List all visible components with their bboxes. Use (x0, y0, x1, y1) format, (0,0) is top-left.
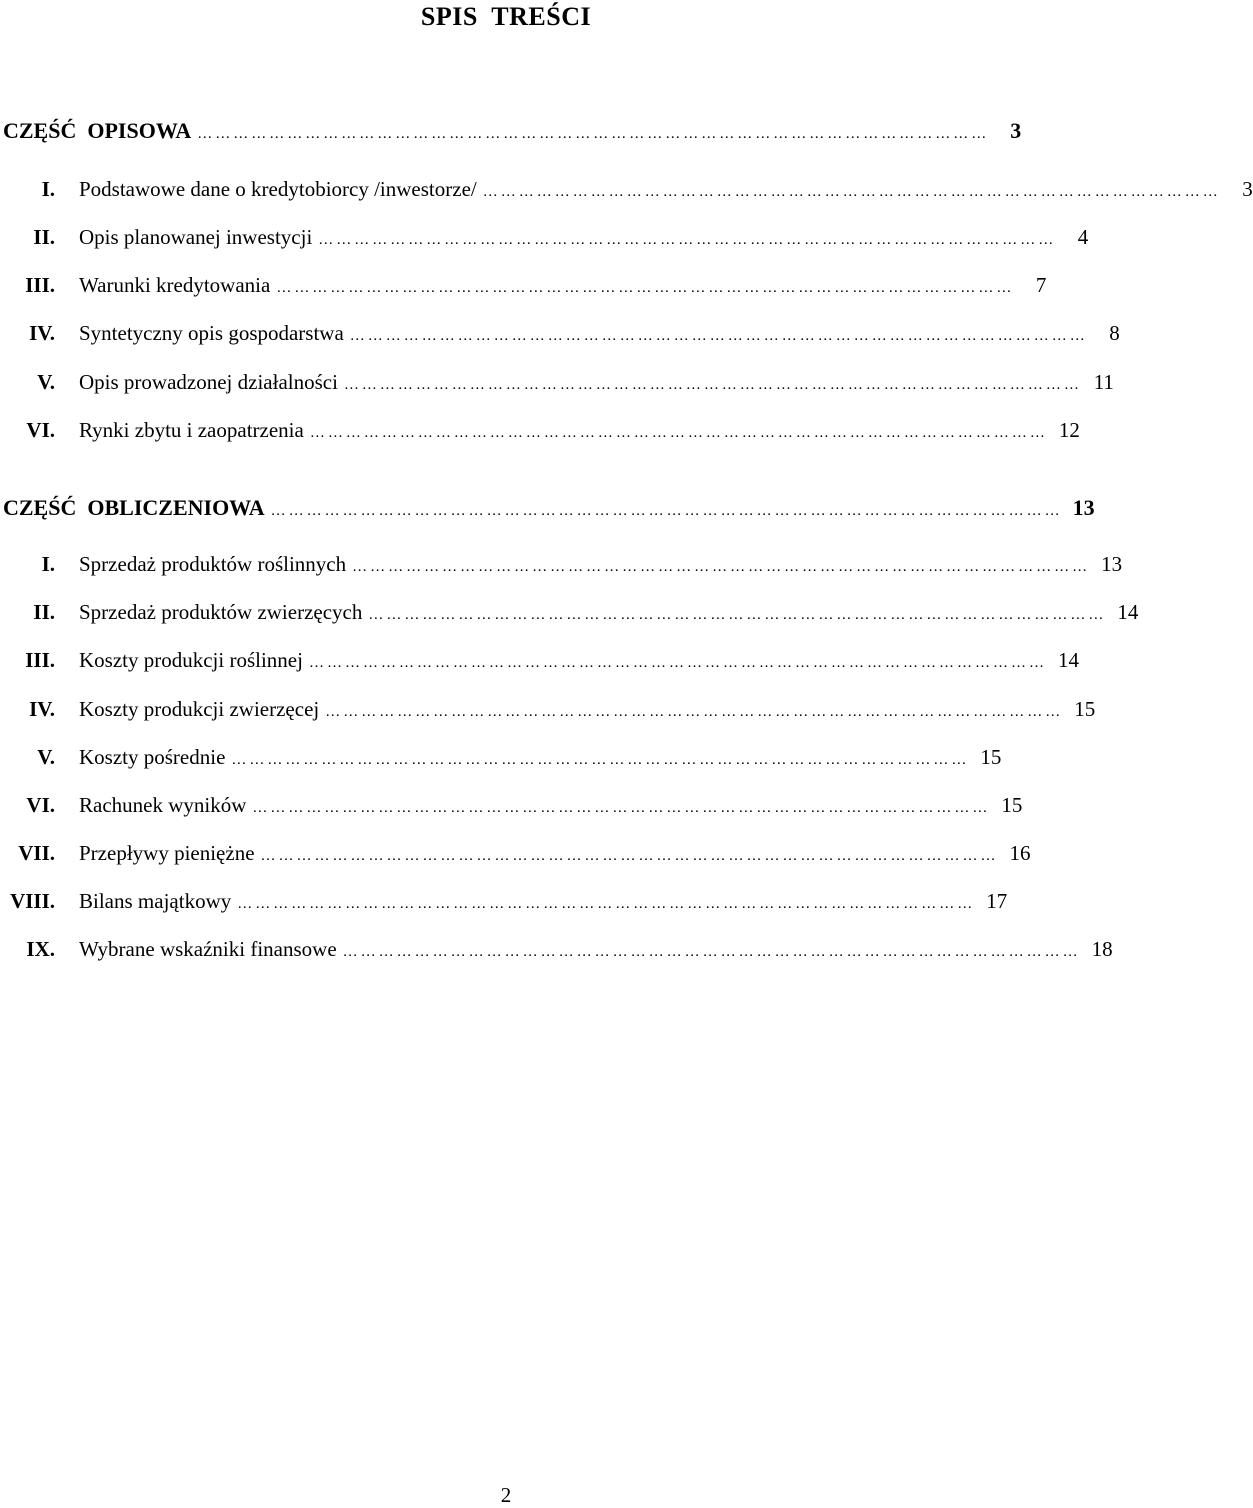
toc-entry[interactable] (0, 273, 1047, 303)
entry-page-number: 16 (1009, 841, 1031, 865)
entry-number: I. (41, 177, 55, 201)
toc-entry[interactable] (0, 321, 1120, 351)
entry-page-number: 4 (1077, 225, 1089, 249)
toc-entry[interactable] (0, 370, 1114, 400)
entry-label: Sprzedaż produktów roślinnych (79, 552, 347, 576)
entry-number: III. (25, 273, 55, 297)
section-label: CZĘŚĆ OBLICZENIOWA (3, 495, 265, 520)
entry-page-number: 13 (1101, 552, 1123, 576)
entry-number: V. (37, 745, 55, 769)
entry-number: IV. (29, 321, 55, 345)
entry-label: Bilans majątkowy (79, 889, 232, 913)
toc-entry[interactable] (0, 697, 1096, 727)
dot-leader: …………………………………………………………………………………………………………… (276, 280, 1015, 296)
toc-entry[interactable] (0, 225, 1089, 255)
dot-leader: …………………………………………………………………………………………………………… (342, 944, 1081, 960)
entry-label: Podstawowe dane o kredytobiorcy /inwestorze/ (79, 177, 477, 201)
toc-entry[interactable] (0, 745, 1002, 775)
entry-number: V. (37, 370, 55, 394)
section-label: CZĘŚĆ OPISOWA (3, 118, 192, 143)
dot-leader: …………………………………………………………………………………………………………… (260, 848, 999, 864)
dot-leader: …………………………………………………………………………………………………………… (349, 328, 1088, 344)
entry-label: Koszty pośrednie (79, 745, 226, 769)
entry-label: Koszty produkcji roślinnej (79, 648, 303, 672)
toc-entry[interactable] (0, 600, 1139, 630)
entry-page-number: 12 (1058, 418, 1080, 442)
entry-number: VIII. (10, 889, 55, 913)
toc-entry[interactable] (0, 889, 1008, 919)
page-title: SPIS TREŚCI (420, 2, 592, 31)
dot-leader: …………………………………………………………………………………………………………… (231, 752, 970, 768)
entry-number: IV. (29, 697, 55, 721)
dot-leader: …………………………………………………………………………………………………………… (252, 800, 991, 816)
toc-entry[interactable] (0, 177, 1253, 207)
entry-page-number: 17 (986, 889, 1008, 913)
entry-number: VII. (18, 841, 55, 865)
entry-page-number: 15 (1001, 793, 1023, 817)
dot-leader: …………………………………………………………………………………………………………… (482, 184, 1221, 200)
dot-leader: …………………………………………………………………………………………………………… (352, 559, 1091, 575)
entry-page-number: 14 (1057, 648, 1079, 672)
toc-entry[interactable] (0, 648, 1079, 678)
dot-leader: …………………………………………………………………………………………………………… (368, 607, 1107, 623)
entry-number: II. (33, 225, 55, 249)
entry-number: I. (41, 552, 55, 576)
toc-entry[interactable] (0, 937, 1113, 967)
footer-page-number: 2 (500, 1483, 512, 1507)
entry-page-number: 3 (1242, 177, 1253, 201)
entry-page-number: 11 (1093, 370, 1114, 394)
entry-page-number: 15 (1074, 697, 1096, 721)
dot-leader: …………………………………………………………………………………………………………… (318, 232, 1057, 248)
toc-entry[interactable] (0, 841, 1031, 871)
toc-entry[interactable] (0, 793, 1023, 823)
entry-label: Syntetyczny opis gospodarstwa (79, 321, 344, 345)
entry-page-number: 8 (1109, 321, 1120, 345)
entry-label: Wybrane wskaźniki finansowe (79, 937, 337, 961)
entry-label: Rachunek wyników (79, 793, 247, 817)
dot-leader: …………………………………………………………………………………………………………… (308, 655, 1047, 671)
entry-label: Rynki zbytu i zaopatrzenia (79, 418, 304, 442)
entry-page-number: 7 (1035, 273, 1047, 297)
entry-label: Sprzedaż produktów zwierzęcych (79, 600, 363, 624)
dot-leader: …………………………………………………………………………………………………………… (343, 377, 1082, 393)
section-page-number: 13 (1072, 495, 1095, 520)
entry-label: Warunki kredytowania (79, 273, 271, 297)
entry-page-number: 18 (1091, 937, 1113, 961)
entry-number: IX. (26, 937, 55, 961)
entry-number: VI. (26, 418, 55, 442)
dot-leader: …………………………………………………………………………………………………………………… (270, 503, 1063, 519)
entry-label: Przepływy pieniężne (79, 841, 255, 865)
entry-page-number: 15 (980, 745, 1002, 769)
entry-label: Opis prowadzonej działalności (79, 370, 338, 394)
toc-section-obliczeniowa[interactable] (3, 495, 1095, 525)
toc-entry[interactable] (0, 418, 1080, 448)
dot-leader: …………………………………………………………………………………………………………… (309, 425, 1048, 441)
dot-leader: …………………………………………………………………………………………………………………… (197, 126, 990, 142)
entry-number: III. (25, 648, 55, 672)
toc-section-opisowa[interactable] (3, 118, 1022, 148)
section-page-number: 3 (1010, 118, 1022, 143)
entry-number: VI. (26, 793, 55, 817)
toc-entry[interactable] (0, 552, 1123, 582)
entry-label: Opis planowanej inwestycji (79, 225, 313, 249)
entry-label: Koszty produkcji zwierzęcej (79, 697, 320, 721)
entry-page-number: 14 (1117, 600, 1139, 624)
entry-number: II. (33, 600, 55, 624)
dot-leader: …………………………………………………………………………………………………………… (325, 704, 1064, 720)
dot-leader: …………………………………………………………………………………………………………… (237, 896, 976, 912)
